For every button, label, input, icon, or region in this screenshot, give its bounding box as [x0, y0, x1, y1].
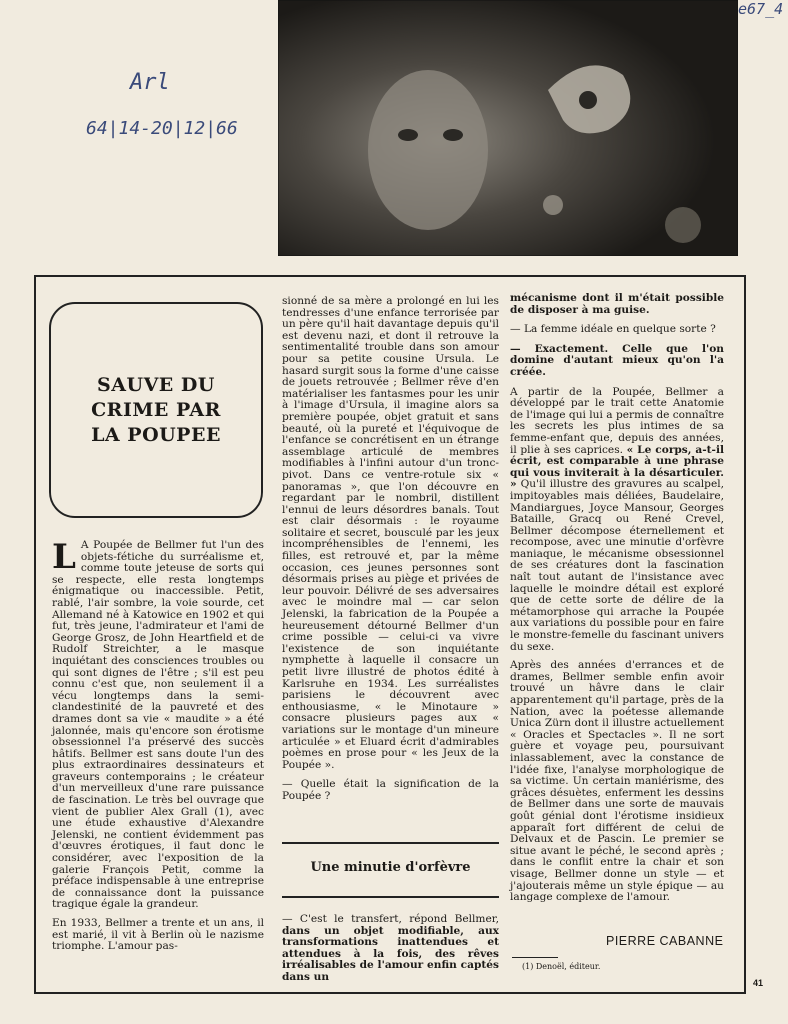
title-box — [49, 302, 263, 518]
column-2-bottom — [282, 914, 499, 989]
paragraph-text: A partir de la Poupée, Bellmer a développé par le trait cette Anatomie de l'image qui lui a permis de connaître les secrets les plus intimes de sa femme-enfant que, depuis des années, il plie à ses caprices. — [510, 385, 724, 456]
divider — [282, 896, 499, 898]
quote: « Le corps, a-t-il écrit, est comparable à une phrase qui vous inviterait à la désarticuler. » — [510, 443, 724, 491]
column-3 — [510, 293, 724, 909]
paragraph: En 1933, Bellmer a trente et un ans, il est marié, il vit à Berlin où le nazisme triomphe. L'amour pas- — [52, 917, 264, 953]
divider — [282, 842, 499, 844]
author-signature: PIERRE CABANNE — [606, 934, 724, 948]
footnote-rule — [512, 957, 558, 958]
photo-icon — [278, 0, 738, 256]
paragraph-text: A Poupée de Bellmer fut l'un des objets-fétiche du surréalisme et, comme toute jeteuse de sorts qui se respecte, elle resta longtemps énigmatique ou inaccessible. Petit, rablé, l'air sombre, la voie sourde, cet Allemand né à Katowice en 1902 et qui fut, très jeune, l'admirateur et l'ami de George Grosz, de John Heartfield et de Rudolf Streichter, a le masque inquiétant des consciences troubles ou qui sont dignes de l'être ; s'il est peu connu c'est que, non seulement il a vécu longtemps dans la semi-clandestinité de la pauvreté et des drames dont sa vie « maudite » a été jalonnée, mais qu'encore son érotisme obsessionnel l'a préservé des succès hâtifs. Bellmer est sans doute l'un des plus extraordinaires dessinateurs et graveurs contemporains ; le créateur d'un merveilleux d'une rare puissance de fascination. Le très bel ouvrage que vient de publier Alex Grall (1), avec une étude exhaustive d'Alexandre Jelenski, ne contient évidemment pas d'œuvres érotiques, il faut donc le considérer, avec l'exposition de la galerie François Petit, comme la préface indispensable à une entreprise de connaissance dont la puissance tragique égale la grandeur. — [52, 539, 264, 911]
paragraph — [510, 387, 724, 654]
answer: — Exactement. Celle que l'on domine d'autant mieux qu'on l'a créée. — [510, 342, 724, 378]
article-title — [91, 373, 221, 448]
artwork-photo — [278, 0, 738, 256]
section-heading: Une minutie d'orfèvre — [310, 860, 471, 875]
paragraph-text: Qu'il illustre des gravures au scalpel, impitoyables mais déliées, Baudelaire, Mandiargues, Joyce Mansour, Georges Bataille, Gracq ou René Crevel, Bellmer décompose éternellement et recompose, avec une minutie d'orfèvre maniaque, le mécanisme obsessionnel de ses créatures dont la fascination naît tout autant de l'insistance avec laquelle le moindre détail est exploré que de cette sorte de délire de la métamorphose qui arrache la Poupée aux variations du possible pour en faire le monstre-femelle du fascinant univers du sexe. — [510, 478, 724, 653]
title-line: CRIME PAR — [91, 398, 221, 421]
drop-cap: L — [52, 537, 76, 577]
column-2 — [282, 296, 499, 808]
footnote: (1) Denoël, éditeur. — [522, 962, 601, 971]
answer-intro: — C'est le transfert, répond Bellmer, — [282, 913, 499, 925]
title-line: SAUVE DU — [97, 373, 215, 396]
archive-code: e67_4 — [738, 0, 784, 18]
column-1 — [52, 537, 264, 958]
question: — Quelle était la signification de la Poupée ? — [282, 778, 499, 802]
answer-bold: dans un objet modifiable, aux transformations inattendues et attendues à la fois, des rêves irréalisables de l'amour enfin captés dans un — [282, 924, 499, 983]
question: — La femme idéale en quelque sorte ? — [510, 323, 716, 336]
title-line: LA POUPEE — [91, 423, 221, 446]
paragraph — [52, 537, 264, 911]
paragraph: Après des années d'errances et de drames, Bellmer semble enfin avoir trouvé un hâvre dans le clair apparentement qu'il partage, près de la Nation, avec la poétesse allemande Unica Zürn dont il illustre actuellement « Oracles et Spectacles ». Il ne sort guère et voyage peu, poursuivant inlassablement, avec la constance de l'idée fixe, l'analyse morphologique de sa victime. Un certain maniérisme, des grâces désuètes, enferment les dessins de Bellmer dans une sorte de mauvais goût génial dont l'érotisme insidieux apparaît fort différent de celui de Delvaux et de Pascin. Le premier se situe avant le péché, le second après ; dans le conflit entre la chair et son visage, Bellmer donne un style — et j'ajouterais même un style épique — au langage complexe de l'amour. — [510, 659, 724, 904]
handwritten-name: Arl — [130, 70, 170, 95]
paragraph: sionné de sa mère a prolongé en lui les tendresses d'une enfance terrorisée par un père qu'il hait davantage depuis qu'il est devenu nazi, et dont il retrouve la sentimentalité trouble dans son amour pour sa petite cousine Ursula. Le hasard surgit sous la forme d'une caisse de jouets retrouvée ; Bellmer rêve d'en matérialiser les fantasmes pour les unir à l'image d'Ursula, il imagine alors sa première poupée, objet gratuit et sans beauté, où la pureté et l'équivoque de l'enfance se concrétisent en un étrange assemblage articulé de membres modifiables à l'infini autour d'un tronc-pivot. Dans ce ventre-rotule six « panoramas », que l'on découvre en regardant par le nombril, distillent l'ennui de leurs désordres banals. Tout est clair désormais : le royaume solitaire et secret, bousculé par les jeux incompréhensibles de l'ennemi, les filles, est retrouvé et, par la même occasion, ces jeunes personnes sont désormais prises au piège et privées de leur pouvoir. Délivré de ses adversaires avec le moindre mal — car selon Jelenski, la fabrication de la Poupée a heureusement détourné Bellmer d'un crime possible — celui-ci va vivre l'existence de son inquiétante nymphette à laquelle il consacre un petit livre illustré de photos édité à Karlsruhe en 1934. Les surréalistes parisiens le découvrent avec enthousiasme, « le Minotaure » consacre plusieurs pages aux « variations sur le montage d'un mineure articulée » et Eluard écrit d'admirables poèmes en prose pour « les Jeux de la Poupée ». — [282, 295, 499, 771]
handwritten-reference: 64|14-20|12|66 — [86, 118, 238, 139]
page-number: 41 — [753, 978, 764, 988]
paragraph: mécanisme dont il m'était possible de disposer à ma guise. — [510, 292, 724, 316]
paragraph — [282, 914, 499, 984]
